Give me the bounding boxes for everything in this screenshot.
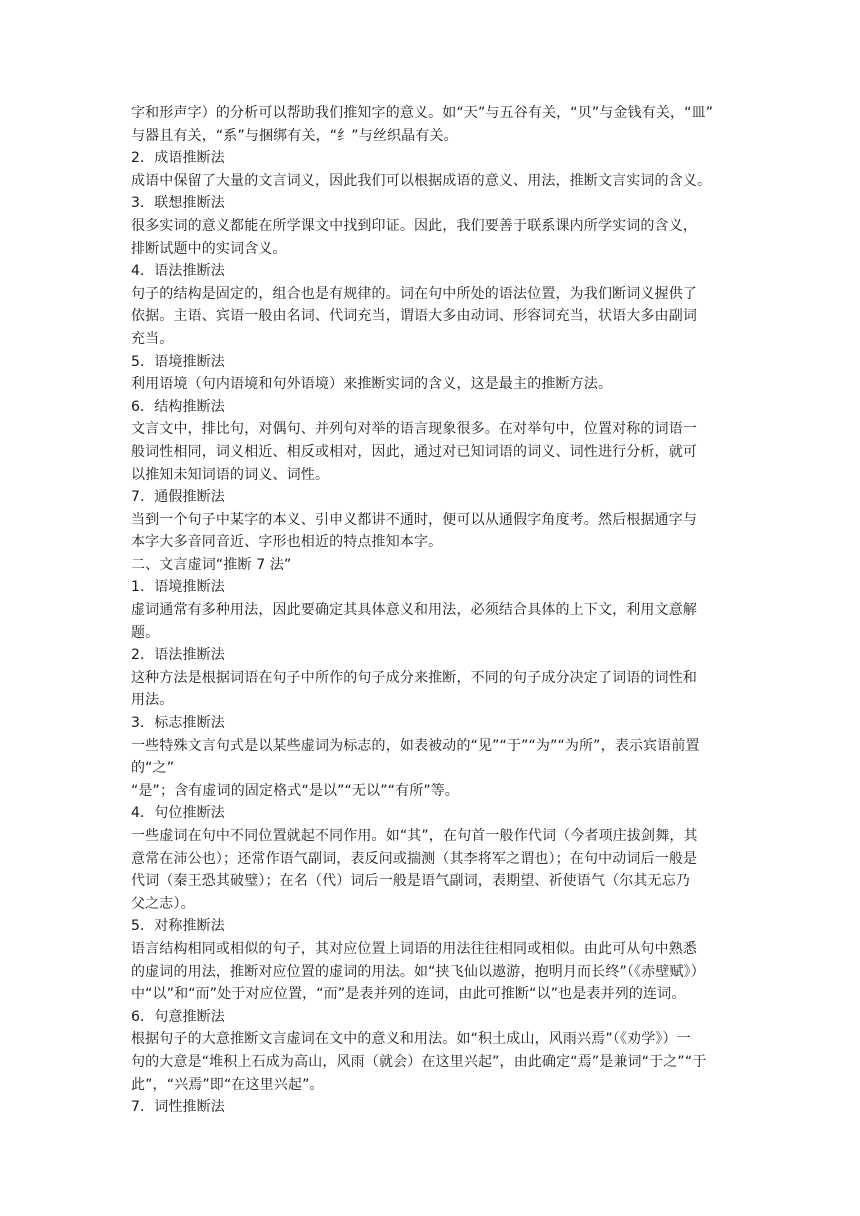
text-line: “是”；含有虚词的固定格式“是以”“无以”“有所”等。 (131, 782, 460, 799)
text-line: 2．语法推断法 (131, 647, 225, 664)
paragraph (131, 1028, 731, 1096)
text-line: 般词性相同，词义相近、相反或相对，因此，通过对已知词语的词义、词性进行分析，就可 (131, 443, 697, 460)
paragraph (131, 170, 731, 193)
paragraph (131, 599, 731, 644)
section-heading (131, 1006, 731, 1029)
text-line: 文言文中，排比句，对偶句、并列句对举的语言现象很多。在对举句中，位置对称的词语一 (131, 421, 697, 438)
section-heading (131, 486, 731, 509)
section-heading (131, 644, 731, 667)
paragraph (131, 102, 731, 147)
text-line: 虚词通常有多种用法，因此要确定其具体意义和用法，必须结合具体的上下文，利用文意解 (131, 602, 697, 619)
section-heading (131, 1096, 731, 1119)
text-line: 5．语境推断法 (131, 353, 225, 370)
text-line: 用法。 (131, 692, 174, 709)
text-line: 5．对称推断法 (131, 918, 225, 935)
paragraph (131, 283, 731, 351)
text-line: 句的大意是“堆积上石成为高山，风雨（就会）在这里兴起”，由此确定“焉”是兼词“于之”“于 (131, 1053, 707, 1070)
text-line: 7．通假推断法 (131, 489, 225, 506)
text-line: 题。 (131, 624, 160, 641)
section-heading (131, 351, 731, 374)
text-line: 1．语境推断法 (131, 579, 225, 596)
text-line: 3．联想推断法 (131, 195, 225, 212)
paragraph (131, 825, 731, 915)
section-heading (131, 576, 731, 599)
text-line: 此”，“兴焉”即“在这里兴起”。 (131, 1076, 324, 1093)
paragraph (131, 735, 731, 803)
text-line: 一些特殊文言句式是以某些虚词为标志的，如表被动的“见”“于”“为”“为所”，表示宾语前置的“之” (131, 737, 700, 777)
text-line: 2．成语推断法 (131, 150, 225, 167)
text-line: 一些虚词在句中不同位置就起不同作用。如“其”，在句首一般作代词（今者项庄拔剑舞，其 (131, 828, 698, 844)
text-line: 本字大多音同音近、字形也相近的特点推知本字。 (131, 534, 443, 551)
text-line: 父之志）。 (131, 895, 195, 912)
text-line: 很多实词的意义都能在所学课文中找到印证。因此，我们要善于联系课内所学实词的含义， (131, 217, 697, 234)
text-line: 利用语境（句内语境和句外语境）来推断实词的含义，这是最主的推断方法。 (131, 376, 613, 393)
paragraph (131, 667, 731, 712)
section-heading (131, 147, 731, 170)
text-line: 句子的结构是固定的，组合也是有规律的。词在句中所处的语法位置，为我们断词义握供了 (131, 285, 697, 302)
text-line: 与器且有关，“系”与捆绑有关，“纟”与丝织晶有关。 (131, 127, 458, 144)
paragraph (131, 418, 731, 486)
section-heading (131, 554, 731, 577)
document-body (131, 102, 731, 1119)
text-line: 3．标志推断法 (131, 715, 225, 732)
paragraph (131, 938, 731, 1006)
text-line: 以推知未知词语的词义、词性。 (131, 466, 330, 483)
section-heading (131, 802, 731, 825)
section-heading (131, 260, 731, 283)
text-line: 这种方法是根据词语在句子中所作的句子成分来推断，不同的句子成分决定了词语的词性和 (131, 669, 697, 686)
text-line: 7．词性推断法 (131, 1099, 225, 1116)
text-line: 充当。 (131, 330, 174, 347)
text-line: 语言结构相同或相似的句子，其对应位置上词语的用法往往相同或相似。由此可从句中熟悉 (131, 940, 697, 957)
text-line: 排断试题中的实词含义。 (131, 240, 287, 257)
section-heading (131, 192, 731, 215)
text-line: 4．句位推断法 (131, 805, 225, 822)
text-line: 根据句子的大意推断文言虚词在文中的意义和用法。如“积土成山，风雨兴焉”（《劝学》）一 (131, 1031, 691, 1048)
text-line: 当到一个句子中某字的本义、引申义都讲不通时，便可以从通假字角度考。然后根据通字与 (131, 511, 697, 528)
text-line: 成语中保留了大量的文言词义，因此我们可以根据成语的意义、用法，推断文言实词的含义。 (131, 172, 712, 189)
text-line: 4．语法推断法 (131, 263, 225, 280)
text-line: 的虚词的用法，推断对应位置的虚词的用法。如“挟飞仙以遨游，抱明月而长终”（《赤壁赋》） (131, 963, 705, 980)
text-line: 字和形声字）的分析可以帮助我们推知字的意义。如“天”与五谷有关，“贝”与金钱有关，“皿” (131, 105, 714, 121)
text-line: 意常在沛公也）；还常作语气副词，表反问或揣测（其李将军之谓也）；在句中动词后一般是 (131, 850, 698, 867)
paragraph (131, 373, 731, 396)
section-heading (131, 712, 731, 735)
text-line: 6．句意推断法 (131, 1008, 225, 1025)
paragraph (131, 509, 731, 554)
section-heading (131, 915, 731, 938)
paragraph (131, 215, 731, 260)
section-heading (131, 396, 731, 419)
text-line: 依据。主语、宾语一般由名词、代词充当，谓语大多由动词、形容词充当，状语大多由副词 (131, 308, 697, 325)
text-line: 二、文言虚词“推断 7 法” (131, 556, 292, 573)
text-line: 中“以”和“而”处于对应位置，“而”是表并列的连词，由此可推断“以”也是表并列的连词。 (131, 986, 686, 1003)
text-line: 6．结构推断法 (131, 398, 225, 415)
text-line: 代词（秦王恐其破璧）；在名（代）词后一般是语气副词，表期望、祈使语气（尔其无忘乃 (131, 873, 690, 890)
